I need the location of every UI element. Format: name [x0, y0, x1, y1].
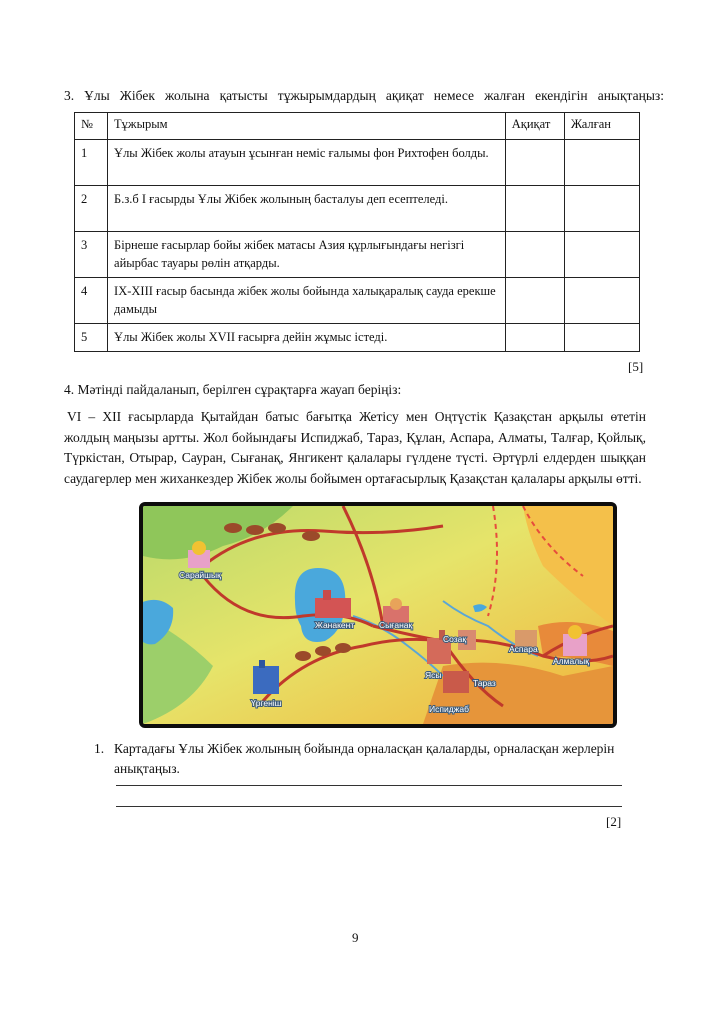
- true-answer-cell[interactable]: [505, 140, 564, 186]
- true-answer-cell[interactable]: [505, 278, 564, 324]
- false-answer-cell[interactable]: [564, 324, 639, 352]
- row-statement: Ұлы Жібек жолы атауын ұсынған неміс ғалымы фон Рихтофен болды.: [108, 140, 506, 186]
- city-label: Сығанақ: [379, 620, 413, 630]
- false-answer-cell[interactable]: [564, 278, 639, 324]
- true-answer-cell[interactable]: [505, 186, 564, 232]
- table-row: [75, 324, 640, 352]
- city-label: Ясы: [425, 670, 442, 680]
- row-number: 3: [75, 232, 108, 278]
- column-header-true: Ақиқат: [505, 113, 564, 140]
- city-label: Алмалық: [553, 656, 589, 666]
- page-number: 9: [352, 930, 359, 945]
- question-4-text: VI – XII ғасырларда Қытайдан батыс бағытқа Жетісу мен Оңтүстік Қазақстан арқылы өтетін жолдың маңызы артты. Жол бойындағы Испиджаб, Тараз, Құлан, Аспара, Алматы, Талғар, Қойлық, Түркістан, Отырар, Сауран, Сығанақ, Янгикент қалалары гүлдене түсті. Әртүрлі елдерден шыққан саудагерлер мен жиханкездер Жібек жолы бойымен ортағасырлық Қазақстан қалалары арқылы өтті.: [64, 409, 646, 486]
- false-answer-cell[interactable]: [564, 186, 639, 232]
- row-statement: Бірнеше ғасырлар бойы жібек матасы Азия құрлығындағы негізгі айырбас тауары рөлін атқарды.: [108, 232, 506, 278]
- row-number: 2: [75, 186, 108, 232]
- column-header-false: Жалған: [564, 113, 639, 140]
- map-illustration: [143, 506, 613, 724]
- city-label: Жанакент: [315, 620, 355, 630]
- sub-question-1: [94, 739, 634, 779]
- table-row: [75, 278, 640, 324]
- row-number: 5: [75, 324, 108, 352]
- statements-table: [74, 112, 640, 352]
- table-row: [75, 186, 640, 232]
- answer-line[interactable]: [116, 806, 622, 807]
- city-label: Үргеніш: [251, 698, 282, 708]
- table-header-row: [75, 113, 640, 140]
- row-number: 1: [75, 140, 108, 186]
- table-row: [75, 232, 640, 278]
- row-statement: ІХ-ХІІІ ғасыр басында жібек жолы бойында халықаралық сауда ерекше дамыды: [108, 278, 506, 324]
- column-header-statement: Тұжырым: [108, 113, 506, 140]
- sub-question-text: Картадағы Ұлы Жібек жолының бойында орналасқан қалаларды, орналасқан жерлерін анықтаңыз.: [114, 741, 615, 776]
- row-statement: Ұлы Жібек жолы ХVІІ ғасырға дейін жұмыс істеді.: [108, 324, 506, 352]
- answer-line[interactable]: [116, 785, 622, 786]
- row-number: 4: [75, 278, 108, 324]
- column-header-number: №: [75, 113, 108, 140]
- false-answer-cell[interactable]: [564, 232, 639, 278]
- false-answer-cell[interactable]: [564, 140, 639, 186]
- row-statement: Б.з.б І ғасырды Ұлы Жібек жолының басталуы деп есептеледі.: [108, 186, 506, 232]
- question-4-score: [2]: [606, 814, 622, 829]
- city-label: Аспара: [509, 644, 538, 654]
- question-4-heading: 4. Мәтінді пайдаланып, берілген сұрақтарға жауап беріңіз:: [64, 382, 402, 397]
- true-answer-cell[interactable]: [505, 232, 564, 278]
- sub-question-number: 1.: [94, 741, 105, 756]
- city-label: Созақ: [443, 634, 467, 644]
- city-label: Испиджаб: [429, 704, 469, 714]
- true-answer-cell[interactable]: [505, 324, 564, 352]
- city-label: Сарайшық: [179, 570, 221, 580]
- city-label: Тараз: [473, 678, 496, 688]
- question-3-score: [5]: [628, 359, 644, 374]
- silk-road-map: [139, 502, 617, 728]
- question-3-heading: 3. Ұлы Жібек жолына қатысты тұжырымдардың ақиқат немесе жалған екендігін анықтаңыз:: [64, 88, 664, 103]
- table-row: [75, 140, 640, 186]
